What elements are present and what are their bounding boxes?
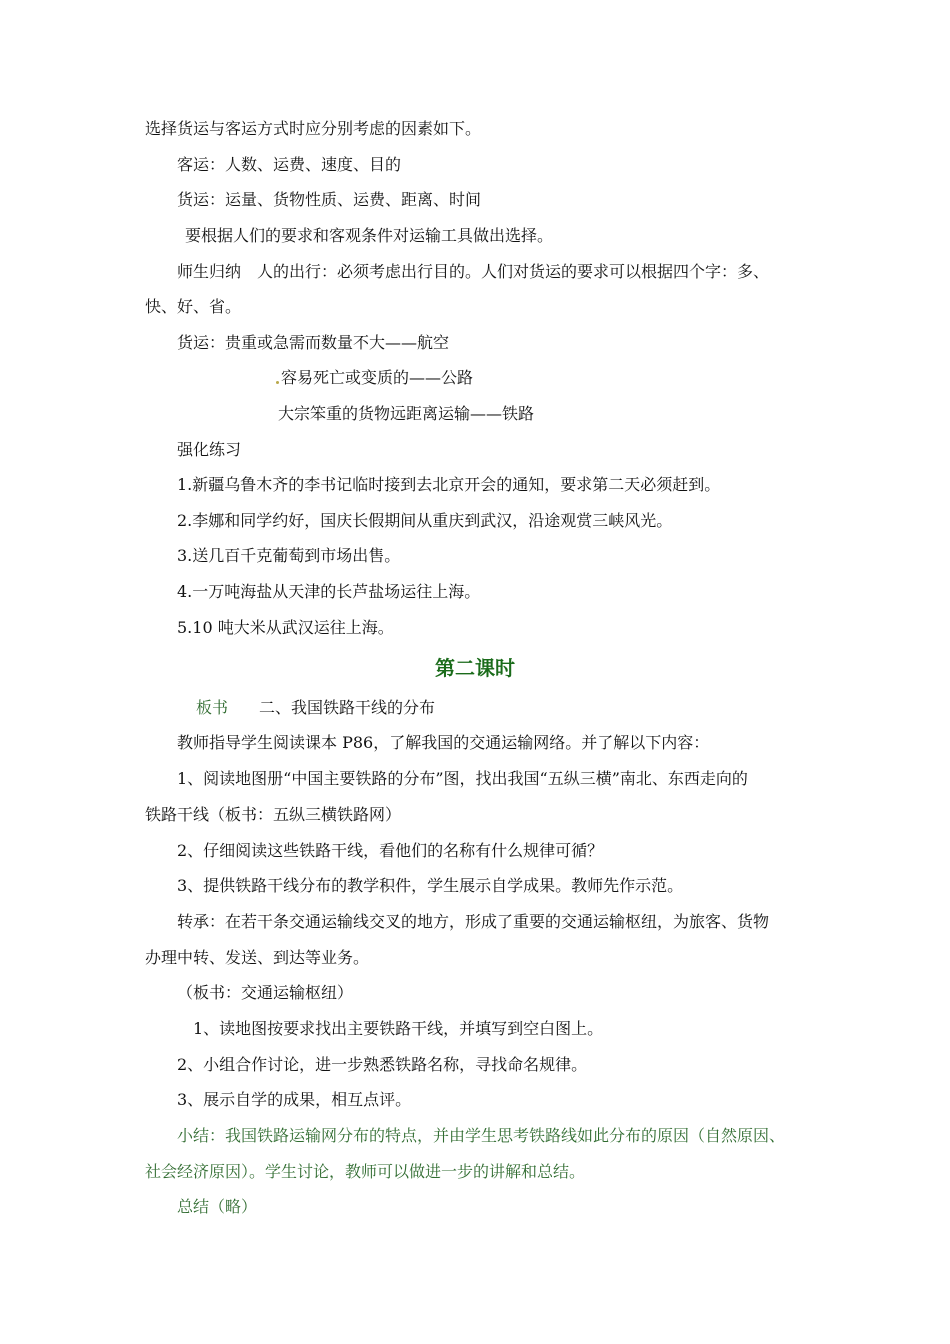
item1-line-2: 铁路干线（板书：五纵三横铁路网） <box>145 805 402 824</box>
section-title: 第二课时 <box>435 656 515 680</box>
freight-air: 货运：贵重或急需而数量不大——航空 <box>177 333 450 352</box>
passenger-factors: 客运：人数、运费、速度、目的 <box>177 155 402 174</box>
conclusion-line-1: 小结：我国铁路运输网分布的特点，并由学生思考铁路线如此分布的原因（自然原因、 <box>177 1126 786 1145</box>
board-text: 二、我国铁路干线的分布 <box>259 698 436 717</box>
choose-text: 要根据人们的要求和客观条件对运输工具做出选择。 <box>185 226 554 245</box>
exercise-title: 强化练习 <box>177 440 242 459</box>
exercise-item: 1.新疆乌鲁木齐的李书记临时接到去北京开会的通知，要求第二天必须赶到。 <box>177 475 721 494</box>
step2-text: 2、小组合作讨论，进一步熟悉铁路名称，寻找命名规律。 <box>177 1055 588 1074</box>
exercise-item: 2.李娜和同学约好，国庆长假期间从重庆到武汉，沿途观赏三峡风光。 <box>177 511 673 530</box>
decorative-dot <box>276 381 279 384</box>
exercise-item: 4.一万吨海盐从天津的长芦盐场运往上海。 <box>177 582 481 601</box>
guide-text: 教师指导学生阅读课本 P86，了解我国的交通运输网络。并了解以下内容： <box>177 733 710 752</box>
board-label: 板书 <box>196 698 229 717</box>
conclusion-line-2: 社会经济原因）。学生讨论，教师可以做进一步的讲解和总结。 <box>145 1162 586 1181</box>
total-text: 总结（略） <box>177 1197 258 1216</box>
freight-rail: 大宗笨重的货物远距离运输——铁路 <box>278 404 535 423</box>
summary-line-1: 师生归纳 人的出行：必须考虑出行目的。人们对货运的要求可以根据四个字：多、 <box>177 262 770 281</box>
summary-line-2: 快、好、省。 <box>145 297 242 316</box>
step1-text: 1、读地图按要求找出主要铁路干线，并填写到空白图上。 <box>193 1019 604 1038</box>
transition-line-1: 转承：在若干条交通运输线交叉的地方，形成了重要的交通运输枢纽，为旅客、货物 <box>177 912 770 931</box>
item1-line-1: 1、阅读地图册“中国主要铁路的分布”图，找出我国“五纵三横”南北、东西走向的 <box>177 769 748 788</box>
exercise-item: 3.送几百千克葡萄到市场出售。 <box>177 546 401 565</box>
exercise-item: 5.10 吨大米从武汉运往上海。 <box>177 618 394 637</box>
freight-road: 容易死亡或变质的——公路 <box>281 368 474 387</box>
item2-text: 2、仔细阅读这些铁路干线，看他们的名称有什么规律可循？ <box>177 841 604 860</box>
transition-line-2: 办理中转、发送、到达等业务。 <box>145 948 370 967</box>
item3-text: 3、提供铁路干线分布的教学积件，学生展示自学成果。教师先作示范。 <box>177 876 684 895</box>
step3-text: 3、展示自学的成果，相互点评。 <box>177 1090 412 1109</box>
freight-factors: 货运：运量、货物性质、运费、距离、时间 <box>177 190 482 209</box>
intro-text: 选择货运与客运方式时应分别考虑的因素如下。 <box>145 119 482 138</box>
board2-text: （板书：交通运输枢纽） <box>177 983 354 1002</box>
